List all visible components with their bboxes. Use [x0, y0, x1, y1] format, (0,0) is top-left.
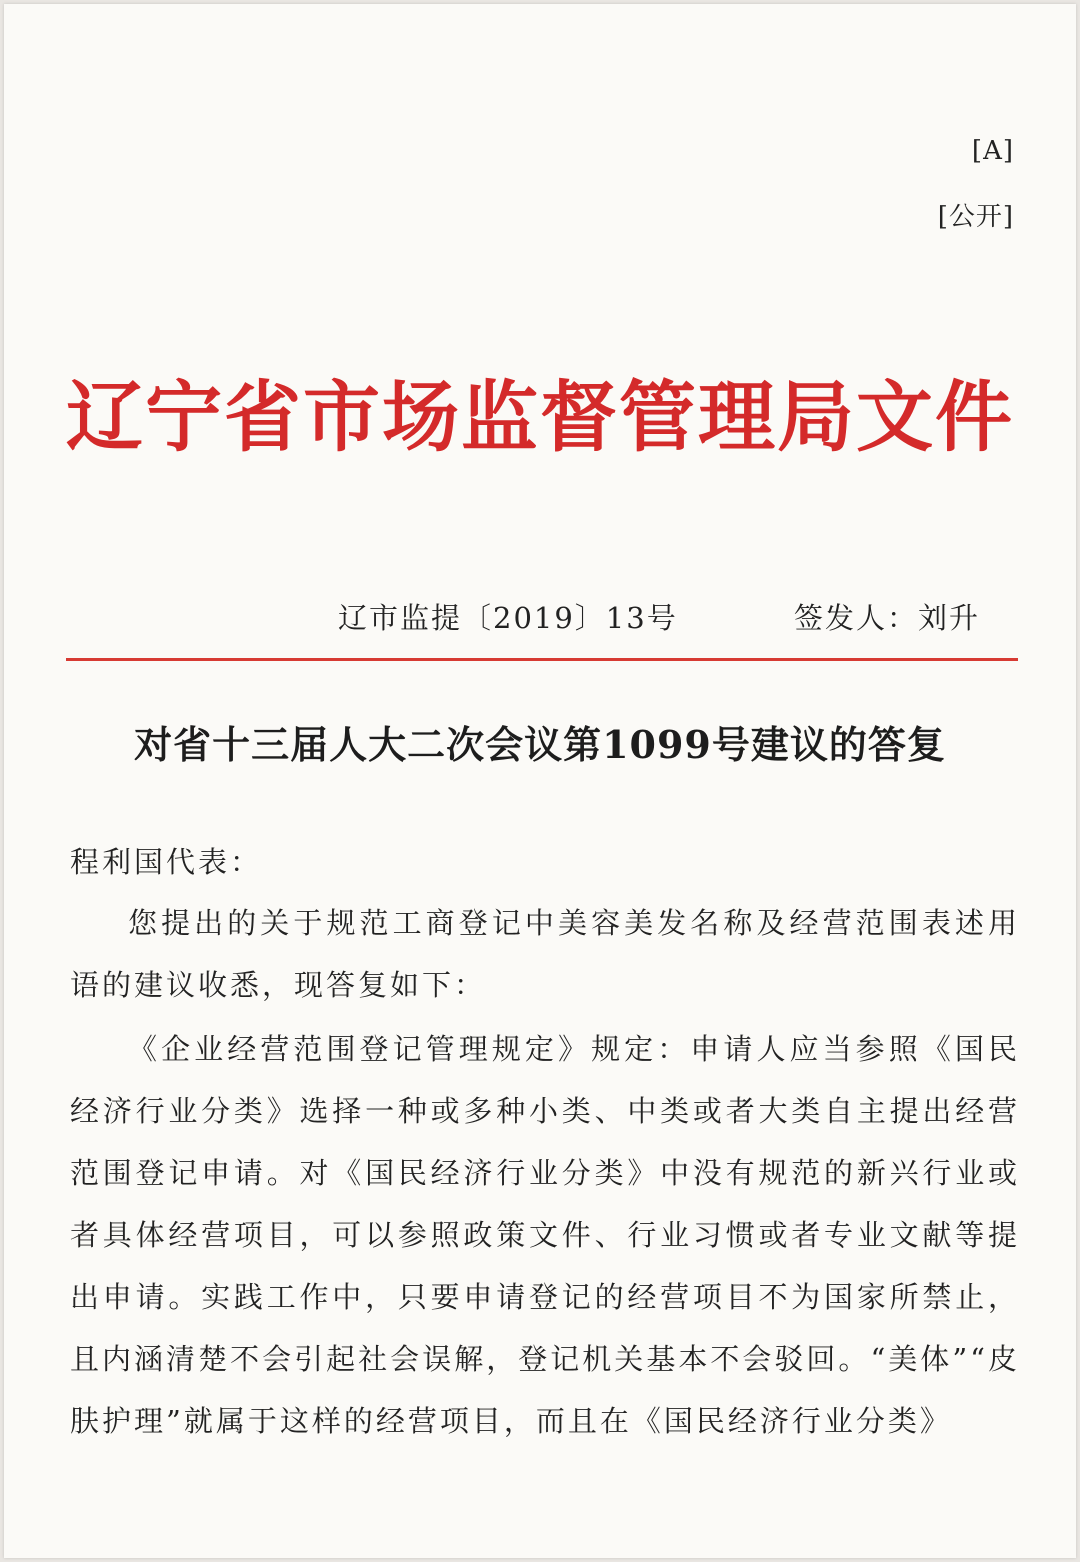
reply-title: 对省十三届人大二次会议第1099号建议的答复: [134, 722, 946, 767]
document-number: 辽市监提〔2019〕13号: [338, 601, 678, 635]
signer: 签发人：刘升: [794, 601, 981, 635]
paragraph-1: 您提出的关于规范工商登记中美容美发名称及经营范围表述用语的建议收悉，现答复如下：: [70, 906, 1020, 1002]
paragraph-2: 《企业经营范围登记管理规定》规定：申请人应当参照《国民经济行业分类》选择一种或多种小类、中类或者大类自主提出经营范围登记申请。对《国民经济行业分类》中没有规范的新兴行业或者具体经营项目，可以参照政策文件、行业习惯或者专业文献等提出申请。实践工作中，只要申请登记的经营项目不为国家所禁止，且内涵清楚不会引起社会误解，登记机关基本不会驳回。“美体”“皮肤护理”就属于这样的经营项目，而且在《国民经济行业分类》: [70, 1032, 1020, 1438]
classification-mark: [A]: [971, 136, 1014, 166]
red-divider: [66, 658, 1018, 661]
document-header: 辽宁省市场监督管理局文件: [66, 373, 1014, 463]
salutation: 程利国代表：: [70, 845, 263, 879]
public-mark: [公开]: [937, 202, 1014, 232]
document-page: [4, 4, 1076, 1558]
